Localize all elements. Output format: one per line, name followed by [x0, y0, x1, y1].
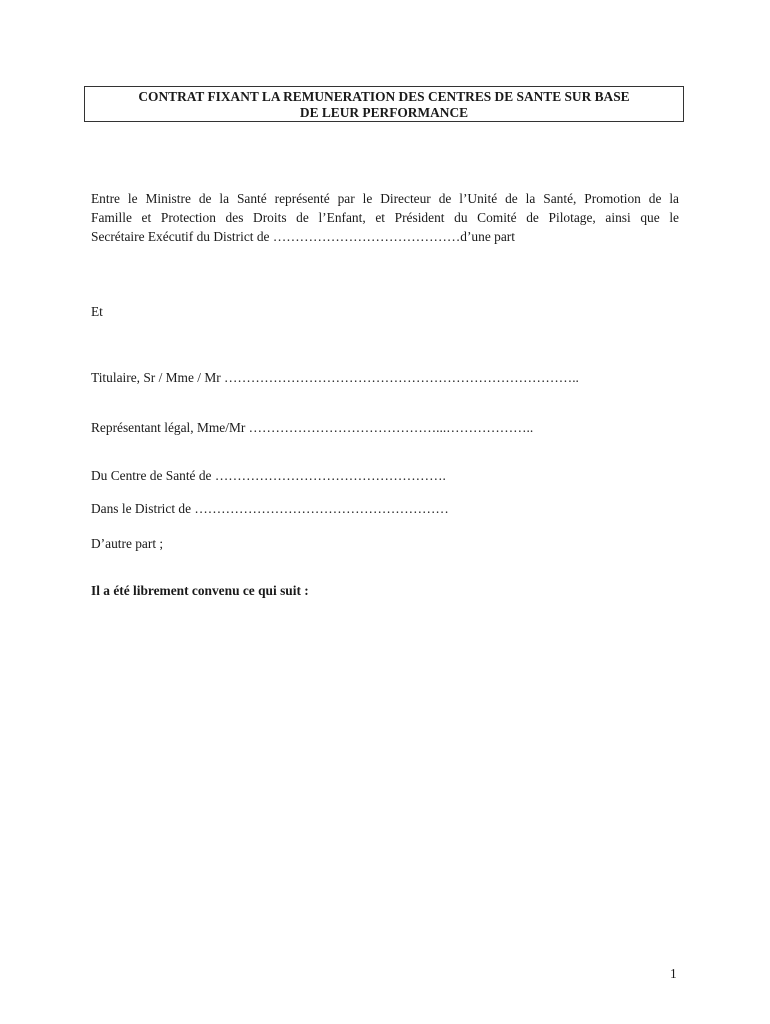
district-field: Dans le District de ………………………………………………… [91, 501, 449, 516]
intro-paragraph [91, 189, 679, 246]
page-number: 1 [670, 966, 677, 981]
contract-title-box [84, 86, 684, 122]
intro-line-1: Entre le Ministre de la Santé représenté par le Directeur de l’Unité de la Santé, Promotion de la [91, 191, 679, 206]
autre-part-line: D’autre part ; [91, 536, 164, 551]
et-line: Et [91, 304, 103, 319]
intro-line-3: Secrétaire Exécutif du District de ……………………………………d’une part [91, 229, 515, 244]
convenu-heading: Il a été librement convenu ce qui suit : [91, 583, 309, 598]
representant-legal-field: Représentant légal, Mme/Mr ……………………………………...……………….. [91, 420, 534, 435]
titulaire-field: Titulaire, Sr / Mme / Mr …………………………………………………………………….. [91, 370, 579, 385]
contract-title-line-2: DE LEUR PERFORMANCE [299, 104, 469, 120]
contract-title-line-1: CONTRAT FIXANT LA REMUNERATION DES CENTRES DE SANTE SUR BASE [138, 89, 630, 104]
intro-line-2: Famille et Protection des Droits de l’Enfant, et Président du Comité de Pilotage, ainsi que le [91, 210, 679, 225]
centre-de-sante-field: Du Centre de Santé de ……………………………………………. [91, 468, 446, 483]
